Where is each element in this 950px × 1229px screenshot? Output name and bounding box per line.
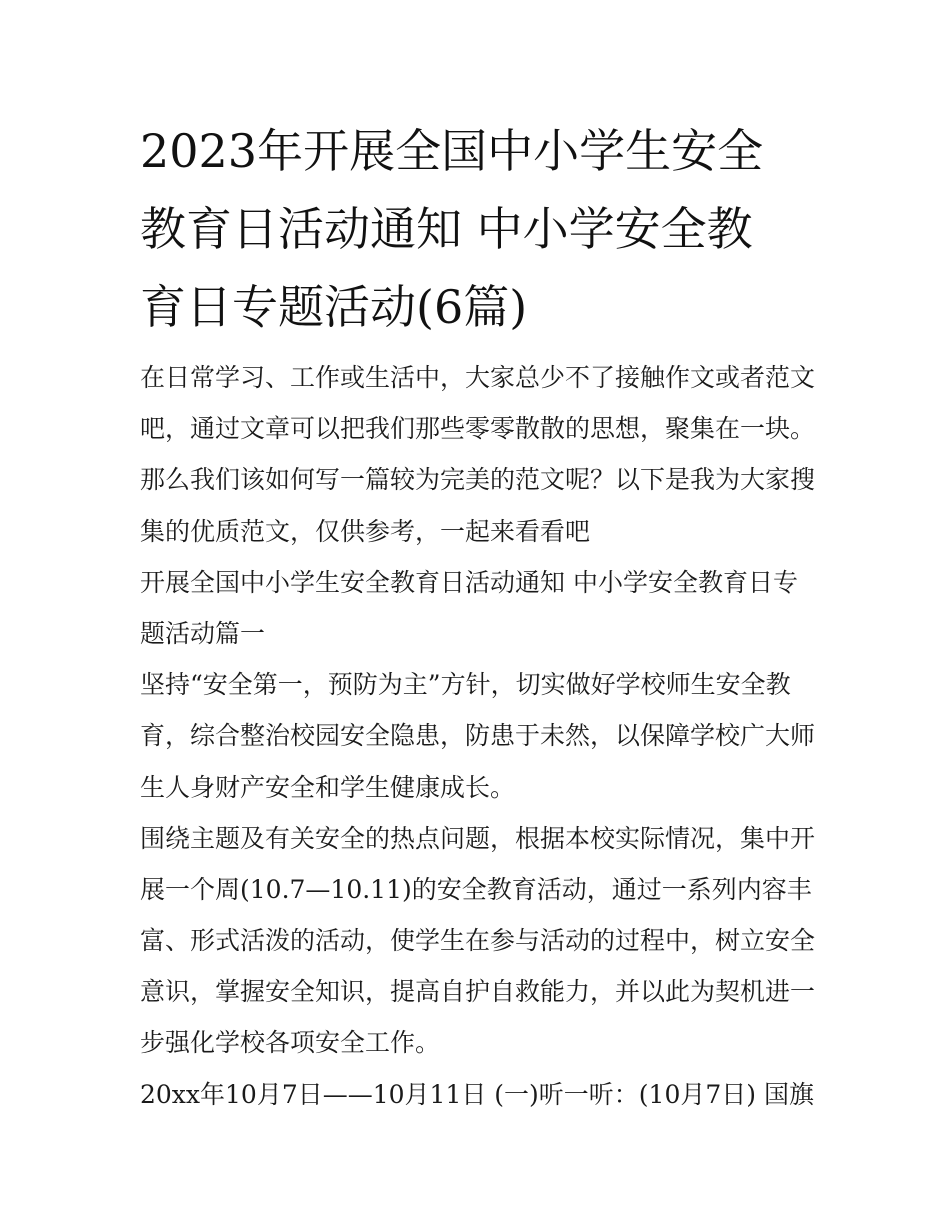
body-line: 富、形式活泼的活动，使学生在参与活动的过程中，树立安全 [140, 926, 816, 956]
document-title [140, 112, 820, 346]
document-body [140, 352, 820, 1120]
section-heading-line: 开展全国中小学生安全教育日活动通知 中小学安全教育日专 [140, 567, 798, 597]
body-line: 吧，通过文章可以把我们那些零零散散的思想，聚集在一块。 [140, 414, 816, 444]
body-line: 围绕主题及有关安全的热点问题，根据本校实际情况，集中开 [140, 823, 816, 853]
body-line: 育，综合整治校园安全隐患，防患于未然，以保障学校广大师 [140, 721, 816, 751]
title-line-3: 育日专题活动(6篇) [140, 280, 528, 334]
body-line: 展一个周(10.7—10.11)的安全教育活动，通过一系列内容丰 [140, 874, 812, 904]
body-line: 集的优质范文，仅供参考，一起来看看吧 [140, 516, 591, 546]
section-heading-line: 题活动篇一 [140, 618, 266, 648]
title-line-1: 2023年开展全国中小学生安全 [140, 124, 764, 178]
body-line: 那么我们该如何写一篇较为完美的范文呢？以下是我为大家搜 [140, 465, 816, 495]
title-line-2: 教育日活动通知 中小学安全教 [140, 202, 753, 256]
body-line: 坚持“安全第一，预防为主”方针，切实做好学校师生安全教 [140, 670, 791, 700]
body-line: 20xx年10月7日——10月11日 (一)听一听：(10月7日) 国旗 [140, 1079, 814, 1109]
body-line: 意识，掌握安全知识，提高自护自救能力，并以此为契机进一 [140, 977, 816, 1007]
body-line: 生人身财产安全和学生健康成长。 [140, 772, 516, 802]
body-line: 在日常学习、工作或生活中，大家总少不了接触作文或者范文 [140, 363, 816, 392]
body-line: 步强化学校各项安全工作。 [140, 1028, 441, 1058]
